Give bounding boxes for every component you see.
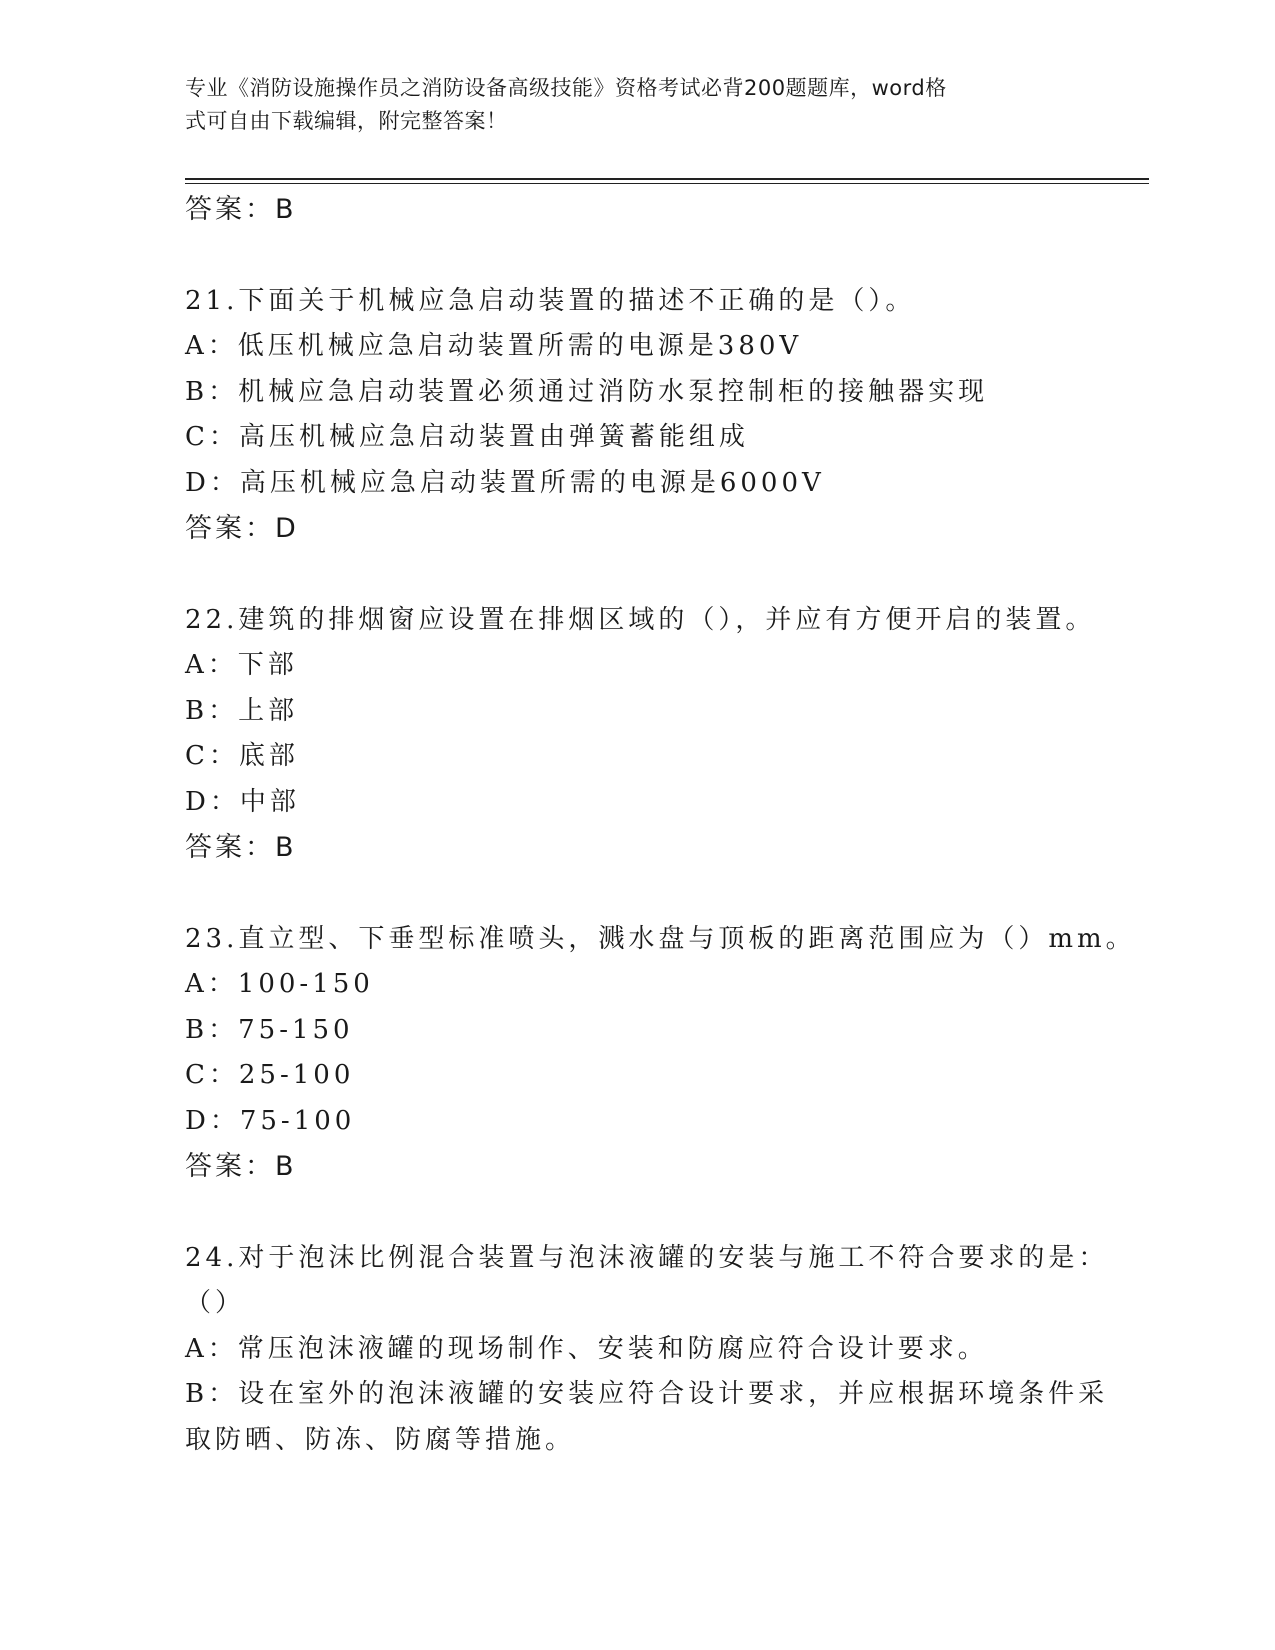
answer: 答案：D [185,513,299,544]
question-21 [185,279,1085,552]
question-list [185,187,1136,1463]
question-stem: 22.建筑的排烟窗应设置在排烟区域的（），并应有方便开启的装置。 [185,604,1096,635]
header-divider-thin [185,183,1149,184]
question-stem: 23.直立型、下垂型标准喷头，溅水盘与顶板的距离范围应为（）mm。 [185,923,1136,954]
option-b-line-2: 取防晒、防冻、防腐等措施。 [185,1424,576,1455]
option-b: B：机械应急启动装置必须通过消防水泵控制柜的接触器实现 [185,376,989,407]
header-divider-thick [185,178,1149,180]
option-a: A：低压机械应急启动装置所需的电源是380V [185,331,803,361]
spacer [185,1190,1085,1236]
option-d: D：中部 [185,786,300,817]
option-b: B：75-150 [185,1014,354,1045]
question-22 [185,598,1096,871]
option-d: D：75-100 [185,1105,356,1136]
spacer [185,233,1085,279]
question-stem-line-1: 24.对于泡沫比例混合装置与泡沫液罐的安装与施工不符合要求的是： [185,1242,1109,1273]
option-c: C：25-100 [185,1060,355,1090]
header-line-2: 式可自由下载编辑，附完整答案！ [185,109,508,133]
option-a: A：下部 [185,650,298,680]
document-header [185,72,1065,138]
question-24 [185,1236,1109,1464]
answer-20: 答案：B [185,194,297,225]
option-a: A：常压泡沫液罐的现场制作、安装和防腐应符合设计要求。 [185,1333,988,1364]
option-c: C：底部 [185,741,299,771]
header-line-1: 专业《消防设施操作员之消防设备高级技能》资格考试必背200题题库，word格 [185,76,947,100]
option-c: C：高压机械应急启动装置由弹簧蓄能组成 [185,422,749,452]
option-a: A：100-150 [185,969,374,999]
spacer [185,871,1085,917]
question-23 [185,917,1136,1190]
question-stem-line-2: （） [185,1288,246,1318]
option-b: B：上部 [185,695,299,726]
answer: 答案：B [185,1151,297,1182]
option-b-line-1: B：设在室外的泡沫液罐的安装应符合设计要求，并应根据环境条件采 [185,1379,1109,1409]
answer: 答案：B [185,832,297,863]
question-stem: 21.下面关于机械应急启动装置的描述不正确的是（）。 [185,285,916,316]
spacer [185,552,1085,598]
option-d: D：高压机械应急启动装置所需的电源是6000V [185,467,825,498]
